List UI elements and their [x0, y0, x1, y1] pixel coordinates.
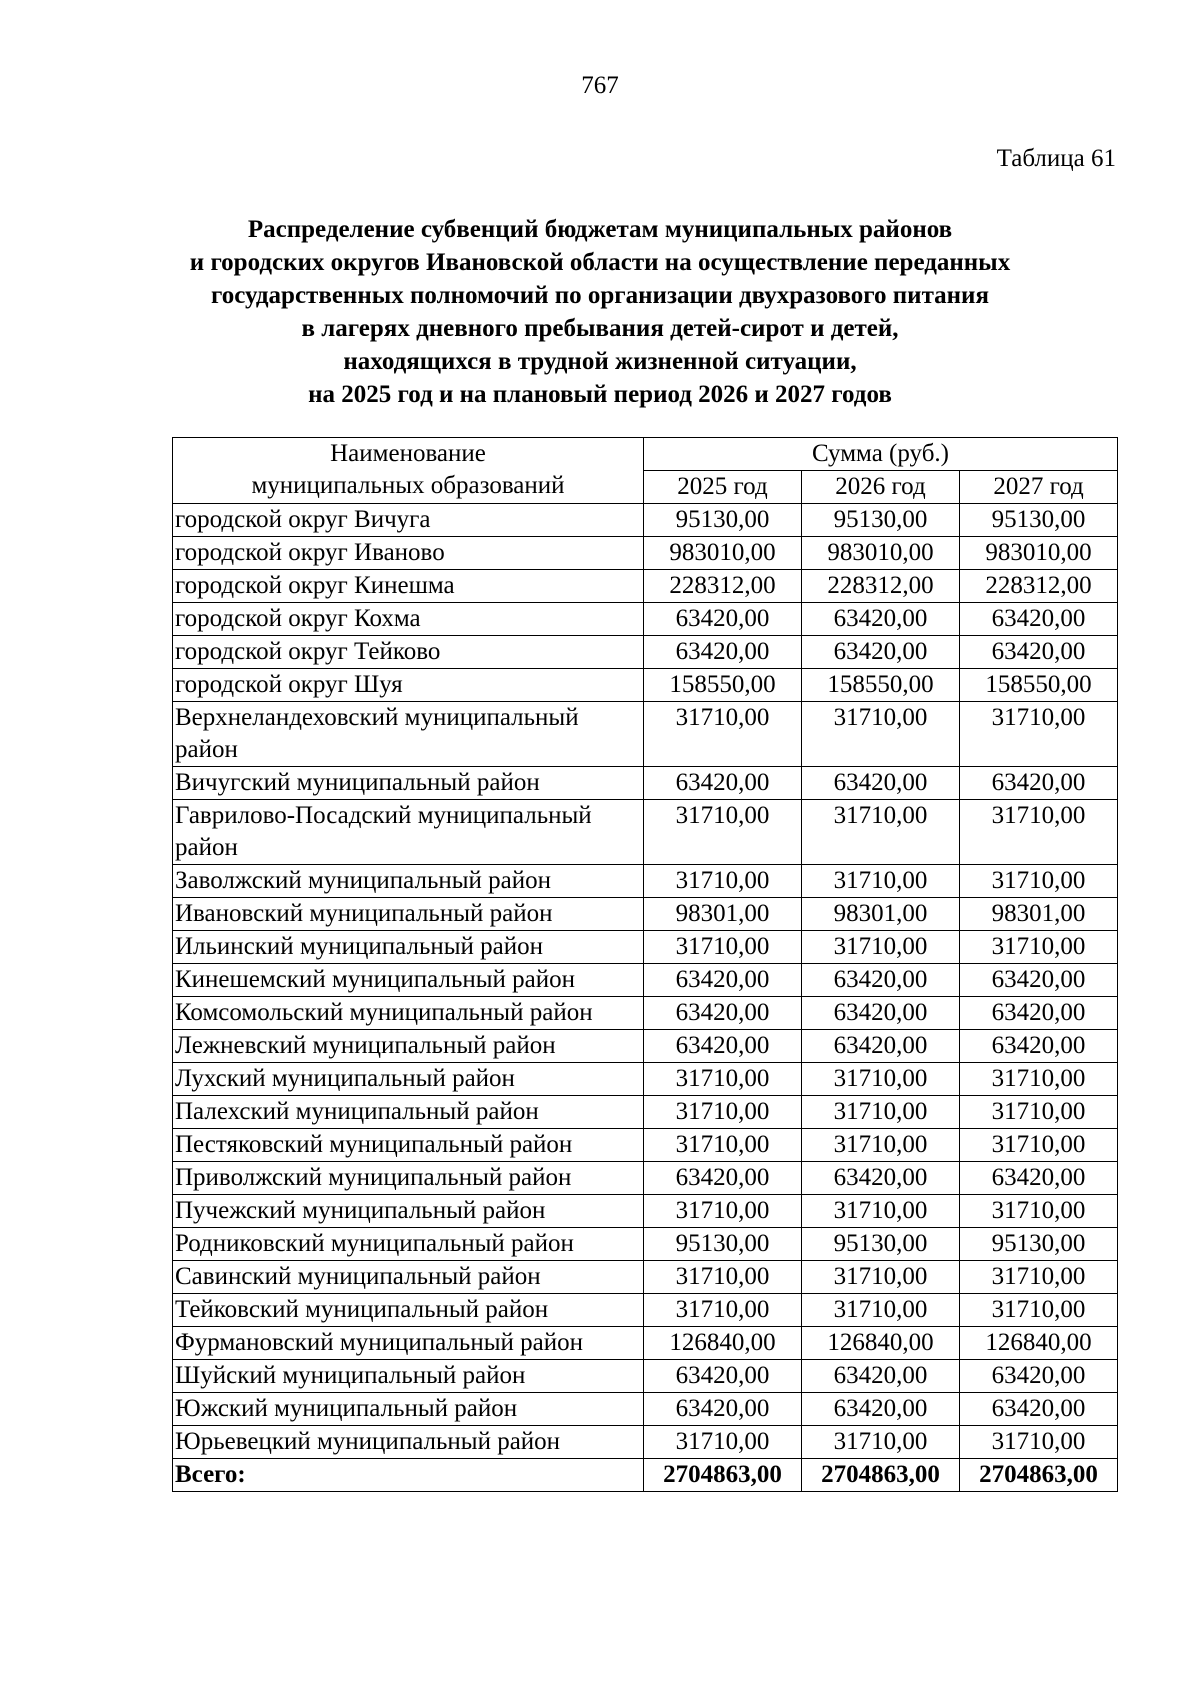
amount-cell: 31710,00 [960, 1426, 1118, 1459]
amount-cell: 63420,00 [960, 603, 1118, 636]
amount-cell: 95130,00 [960, 1228, 1118, 1261]
municipality-name: Приволжский муниципальный район [173, 1162, 644, 1195]
amount-cell: 63420,00 [960, 636, 1118, 669]
amount-cell: 31710,00 [644, 1195, 802, 1228]
municipality-name: Кинешемский муниципальный район [173, 964, 644, 997]
amount-cell: 95130,00 [960, 504, 1118, 537]
table-row [173, 767, 1118, 800]
municipality-name: Фурмановский муниципальный район [173, 1327, 644, 1360]
municipality-name: Пестяковский муниципальный район [173, 1129, 644, 1162]
table-label: Таблица 61 [996, 145, 1116, 172]
amount-cell: 31710,00 [960, 702, 1118, 767]
amount-cell: 31710,00 [802, 1294, 960, 1327]
table-row [173, 1426, 1118, 1459]
municipality-name: Тейковский муниципальный район [173, 1294, 644, 1327]
municipality-name: Родниковский муниципальный район [173, 1228, 644, 1261]
municipality-name: городской округ Шуя [173, 669, 644, 702]
municipality-name: Савинский муниципальный район [173, 1261, 644, 1294]
amount-cell: 983010,00 [644, 537, 802, 570]
table-row [173, 1129, 1118, 1162]
amount-cell: 63420,00 [960, 1393, 1118, 1426]
municipality-name: Заволжский муниципальный район [173, 865, 644, 898]
amount-cell: 31710,00 [644, 702, 802, 767]
table-row [173, 898, 1118, 931]
amount-cell: 31710,00 [802, 800, 960, 865]
municipality-name: Вичугский муниципальный район [173, 767, 644, 800]
table-row [173, 1360, 1118, 1393]
amount-cell: 63420,00 [644, 1393, 802, 1426]
municipality-name: Пучежский муниципальный район [173, 1195, 644, 1228]
amount-cell: 63420,00 [644, 964, 802, 997]
municipality-name: Лежневский муниципальный район [173, 1030, 644, 1063]
table-row [173, 504, 1118, 537]
amount-cell: 31710,00 [960, 1063, 1118, 1096]
amount-cell: 228312,00 [644, 570, 802, 603]
table-row [173, 1294, 1118, 1327]
amount-cell: 228312,00 [960, 570, 1118, 603]
table-row [173, 669, 1118, 702]
municipality-name: Ильинский муниципальный район [173, 931, 644, 964]
municipality-name: Ивановский муниципальный район [173, 898, 644, 931]
municipality-name: Гаврилово-Посадский муниципальный район [173, 800, 644, 865]
amount-cell: 126840,00 [644, 1327, 802, 1360]
municipality-name: Шуйский муниципальный район [173, 1360, 644, 1393]
table-row [173, 702, 1118, 767]
title-line: находящихся в трудной жизненной ситуации, [343, 348, 857, 375]
amount-cell: 31710,00 [802, 1426, 960, 1459]
municipality-name: Южский муниципальный район [173, 1393, 644, 1426]
municipality-name: Комсомольский муниципальный район [173, 997, 644, 1030]
table-row [173, 1096, 1118, 1129]
header-name-cell [173, 438, 644, 504]
title-line: и городских округов Ивановской области на осуществление переданных [189, 249, 1011, 276]
amount-cell: 31710,00 [960, 865, 1118, 898]
amount-cell: 158550,00 [960, 669, 1118, 702]
amount-cell: 98301,00 [802, 898, 960, 931]
table-header [173, 438, 1118, 504]
table-row [173, 997, 1118, 1030]
amount-cell: 31710,00 [802, 1063, 960, 1096]
amount-cell: 31710,00 [802, 702, 960, 767]
amount-cell: 126840,00 [960, 1327, 1118, 1360]
amount-cell: 31710,00 [644, 800, 802, 865]
municipality-name: городской округ Тейково [173, 636, 644, 669]
amount-cell: 63420,00 [644, 1360, 802, 1393]
amount-cell: 63420,00 [644, 767, 802, 800]
amount-cell: 31710,00 [644, 865, 802, 898]
municipality-name: городской округ Кинешма [173, 570, 644, 603]
amount-cell: 98301,00 [644, 898, 802, 931]
table-row [173, 964, 1118, 997]
header-year: 2027 год [960, 471, 1118, 504]
amount-cell: 63420,00 [644, 997, 802, 1030]
total-amount: 2704863,00 [802, 1459, 960, 1492]
amount-cell: 31710,00 [960, 1294, 1118, 1327]
amount-cell: 31710,00 [644, 1426, 802, 1459]
amount-cell: 95130,00 [644, 504, 802, 537]
table-row [173, 636, 1118, 669]
amount-cell: 31710,00 [960, 800, 1118, 865]
table-row [173, 537, 1118, 570]
amount-cell: 158550,00 [802, 669, 960, 702]
amount-cell: 63420,00 [644, 603, 802, 636]
amount-cell: 63420,00 [960, 767, 1118, 800]
title-line: на 2025 год и на плановый период 2026 и 2027 годов [308, 381, 892, 408]
table-body [173, 504, 1118, 1492]
amount-cell: 95130,00 [644, 1228, 802, 1261]
amount-cell: 31710,00 [802, 865, 960, 898]
total-row [173, 1459, 1118, 1492]
title-line: в лагерях дневного пребывания детей-сирот и детей, [301, 315, 899, 342]
municipality-name: городской округ Вичуга [173, 504, 644, 537]
amount-cell: 31710,00 [802, 1195, 960, 1228]
amount-cell: 228312,00 [802, 570, 960, 603]
amount-cell: 31710,00 [644, 1294, 802, 1327]
amount-cell: 983010,00 [960, 537, 1118, 570]
amount-cell: 63420,00 [960, 1360, 1118, 1393]
page-number: 767 [581, 72, 619, 99]
amount-cell: 63420,00 [802, 997, 960, 1030]
amount-cell: 63420,00 [802, 1360, 960, 1393]
amount-cell: 63420,00 [644, 1030, 802, 1063]
total-amount: 2704863,00 [644, 1459, 802, 1492]
amount-cell: 31710,00 [644, 931, 802, 964]
amount-cell: 63420,00 [960, 1162, 1118, 1195]
header-sum: Сумма (руб.) [644, 438, 1118, 471]
table-row [173, 1063, 1118, 1096]
table-row [173, 1162, 1118, 1195]
amount-cell: 31710,00 [644, 1096, 802, 1129]
amount-cell: 31710,00 [960, 1129, 1118, 1162]
header-year: 2025 год [644, 471, 802, 504]
amount-cell: 31710,00 [802, 1129, 960, 1162]
amount-cell: 31710,00 [644, 1261, 802, 1294]
amount-cell: 31710,00 [960, 931, 1118, 964]
title-line: Распределение субвенций бюджетам муниципальных районов [247, 216, 953, 243]
table-row [173, 603, 1118, 636]
subsidy-table [172, 437, 1118, 1492]
amount-cell: 31710,00 [960, 1261, 1118, 1294]
amount-cell: 63420,00 [802, 1162, 960, 1195]
amount-cell: 983010,00 [802, 537, 960, 570]
table-row [173, 570, 1118, 603]
amount-cell: 63420,00 [644, 1162, 802, 1195]
header-name-line: Наименование [330, 440, 486, 467]
table-row [173, 1327, 1118, 1360]
table-row [173, 1030, 1118, 1063]
amount-cell: 98301,00 [960, 898, 1118, 931]
table-row [173, 865, 1118, 898]
table-row [173, 931, 1118, 964]
amount-cell: 31710,00 [802, 931, 960, 964]
amount-cell: 31710,00 [960, 1195, 1118, 1228]
amount-cell: 63420,00 [802, 1393, 960, 1426]
total-amount: 2704863,00 [960, 1459, 1118, 1492]
amount-cell: 63420,00 [802, 767, 960, 800]
amount-cell: 63420,00 [644, 636, 802, 669]
amount-cell: 31710,00 [802, 1261, 960, 1294]
amount-cell: 31710,00 [644, 1129, 802, 1162]
amount-cell: 63420,00 [802, 1030, 960, 1063]
table-row [173, 1393, 1118, 1426]
amount-cell: 31710,00 [644, 1063, 802, 1096]
amount-cell: 63420,00 [802, 964, 960, 997]
municipality-name: городской округ Кохма [173, 603, 644, 636]
amount-cell: 95130,00 [802, 504, 960, 537]
amount-cell: 63420,00 [960, 1030, 1118, 1063]
municipality-name: Верхнеландеховский муниципальный район [173, 702, 644, 767]
amount-cell: 158550,00 [644, 669, 802, 702]
amount-cell: 31710,00 [802, 1096, 960, 1129]
document-title [150, 213, 1050, 411]
table-row [173, 1261, 1118, 1294]
header-year: 2026 год [802, 471, 960, 504]
amount-cell: 126840,00 [802, 1327, 960, 1360]
header-name-line: муниципальных образований [251, 472, 565, 499]
total-label: Всего: [173, 1459, 644, 1492]
amount-cell: 63420,00 [960, 997, 1118, 1030]
municipality-name: Лухский муниципальный район [173, 1063, 644, 1096]
municipality-name: Юрьевецкий муниципальный район [173, 1426, 644, 1459]
table-row [173, 800, 1118, 865]
title-line: государственных полномочий по организации двухразового питания [210, 282, 989, 309]
amount-cell: 63420,00 [960, 964, 1118, 997]
table-row [173, 1195, 1118, 1228]
municipality-name: Палехский муниципальный район [173, 1096, 644, 1129]
amount-cell: 95130,00 [802, 1228, 960, 1261]
amount-cell: 63420,00 [802, 603, 960, 636]
amount-cell: 63420,00 [802, 636, 960, 669]
amount-cell: 31710,00 [960, 1096, 1118, 1129]
table-row [173, 1228, 1118, 1261]
municipality-name: городской округ Иваново [173, 537, 644, 570]
